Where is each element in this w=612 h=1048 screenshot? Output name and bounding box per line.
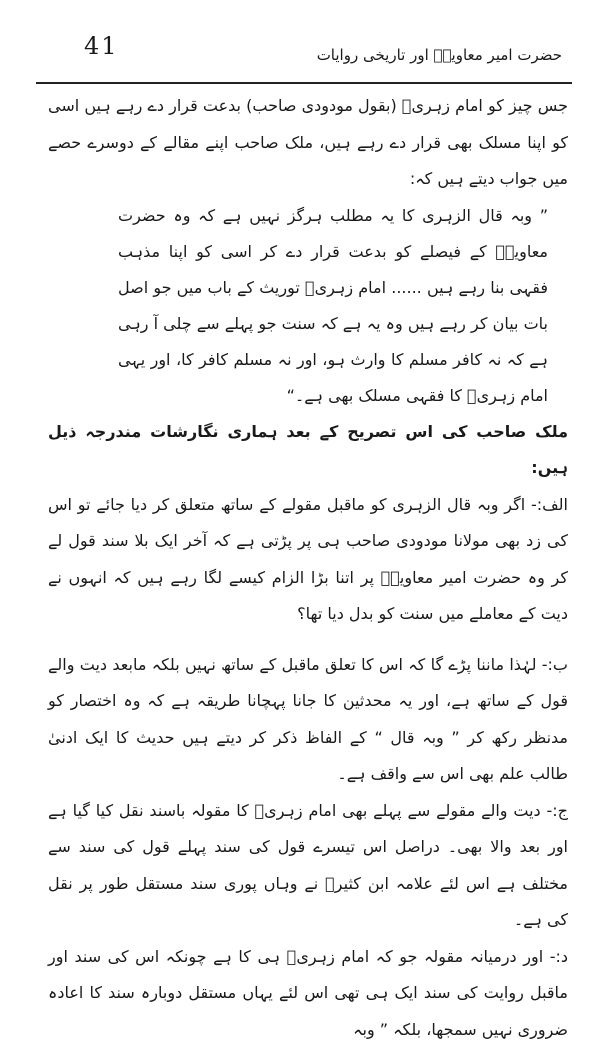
spacer [48, 633, 568, 647]
running-title: حضرت امیر معاویہؓ اور تاریخی روایات [317, 46, 562, 64]
paragraph-intro: جس چیز کو امام زہریؒ (بقول مودودی صاحب) بدعت قرار دے رہے ہیں اسی کو اپنا مسلک بھی قرار دے رہے ہیں، ملک صاحب اپنے مقالے کے دوسرے حصے میں جواب دیتے ہیں کہ: [48, 88, 568, 198]
paragraph-daal: د:- اور درمیانہ مقولہ جو کہ امام زہریؒ ہی کا ہے چونکہ اس کی سند اور ماقبل روایت کی سند ایک ہی تھی اس لئے یہاں مستقل دوبارہ سند کا اعادہ ضروری نہیں سمجھا، بلکہ ” وبہ [48, 939, 568, 1048]
page-body [48, 88, 568, 1048]
page-header [36, 30, 572, 76]
header-rule [36, 82, 572, 84]
paragraph-be: ب:- لہٰذا ماننا پڑے گا کہ اس کا تعلق ماقبل کے ساتھ نہیں بلکہ مابعد دیت والے قول کے ساتھ ہے، اور یہ محدثین کا جانا پہچانا طریقہ ہے کہ وہ اختصار کو مدنظر رکھ کر ” وبہ قال “ کے الفاظ ذکر کر دیتے ہیں حدیث کا ایک ادنیٰ طالب علم بھی اس سے واقف ہے۔ [48, 647, 568, 793]
paragraph-jeem: ج:- دیت والے مقولے سے پہلے بھی امام زہریؒ کا مقولہ باسند نقل کیا گیا ہے اور بعد والا بھی۔ دراصل اس تیسرے قول کی سند پہلے قول کی سند سے مختلف ہے اس لئے علامہ ابن کثیرؒ نے وہاں پوری سند مستقل طور پر نقل کی ہے۔ [48, 793, 568, 939]
paragraph-alif: الف:- اگر وبہ قال الزہری کو ماقبل مقولے کے ساتھ متعلق کر دیا جائے تو اس کی زد بھی مولانا مودودی صاحب ہی پر پڑتی ہے کہ آخر ایک بلا سند قول لے کر وہ حضرت امیر معاویہؓ پر اتنا بڑا الزام کیسے لگا رہے ہیں کہ انہوں نے دیت کے معاملے میں سنت کو بدل دیا تھا؟ [48, 487, 568, 633]
block-quote: ” وبہ قال الزہری کا یہ مطلب ہرگز نہیں ہے کہ وہ حضرت معاویہؓ کے فیصلے کو بدعت قرار دے کر اسی کو اپنا مذہب فقہی بنا رہے ہیں ...... امام زہریؒ توریث کے باب میں جو اصل بات بیان کر رہے ہیں وہ یہ ہے کہ سنت جو پہلے سے چلی آ رہی ہے کہ نہ کافر مسلم کا وارث ہو، اور نہ مسلم کافر کا، اور یہی امام زہریؒ کا فقہی مسلک بھی ہے۔“ [118, 198, 548, 414]
paragraph-conclusion-lead: ملک صاحب کی اس تصریح کے بعد ہماری نگارشات مندرجہ ذیل ہیں: [48, 414, 568, 487]
page-number: 41 [84, 32, 119, 60]
